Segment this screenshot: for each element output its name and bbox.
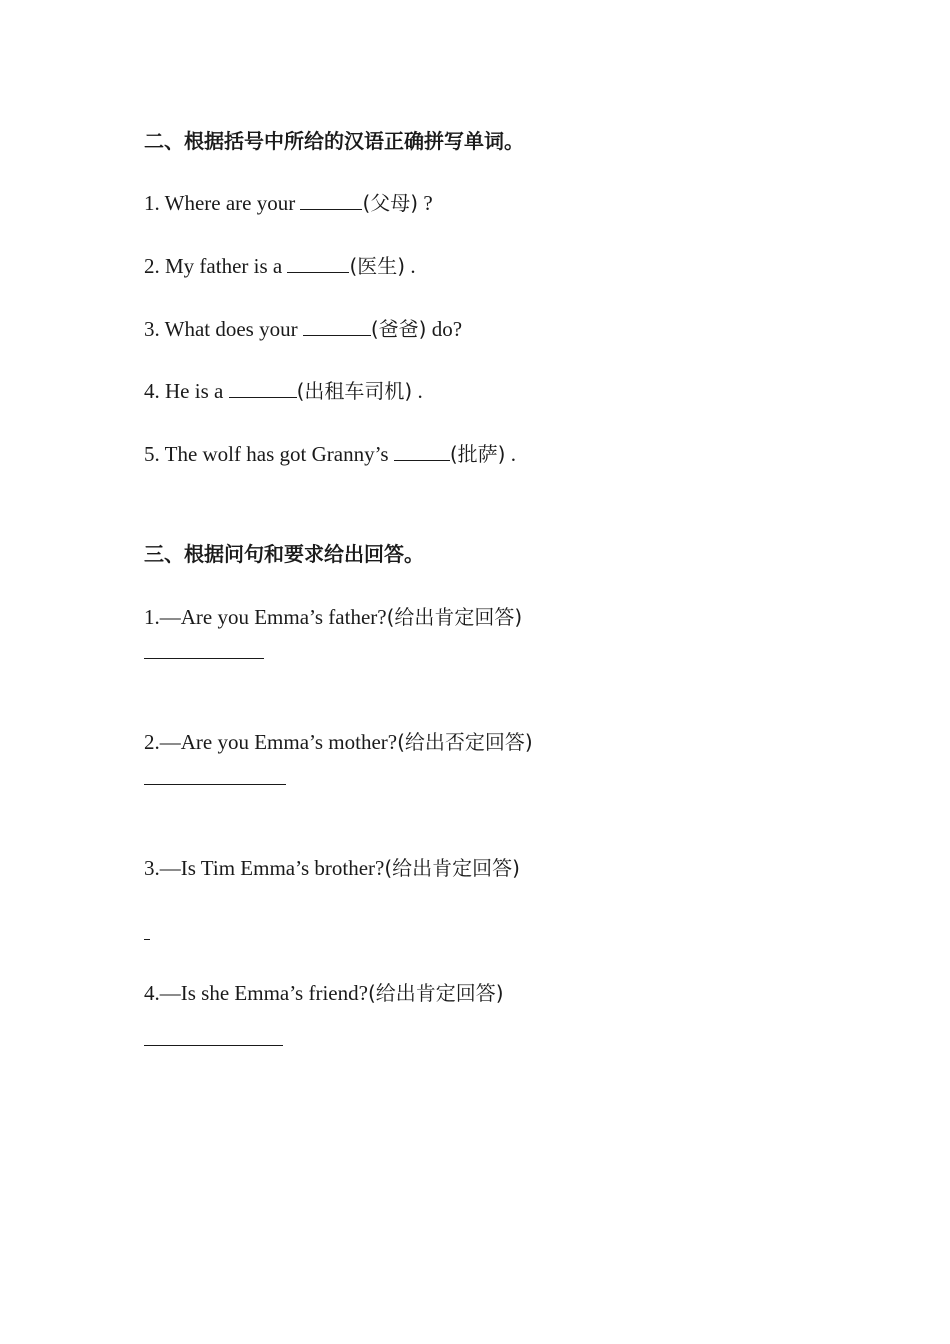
- answer-blank[interactable]: [229, 379, 297, 398]
- answer-line-4[interactable]: [144, 1044, 283, 1046]
- fill-item-3: [144, 315, 462, 343]
- answer-blank[interactable]: [287, 254, 349, 273]
- fill-item-5-hint: (批萨): [449, 442, 506, 466]
- question-2-hint: (给出否定回答): [397, 730, 533, 754]
- question-3-hint: (给出肯定回答): [384, 856, 520, 880]
- fill-item-2-end: .: [405, 254, 416, 278]
- question-4-hint: (给出肯定回答): [367, 981, 504, 1005]
- fill-item-4-text: 4. He is a: [144, 379, 229, 403]
- answer-blank[interactable]: [394, 442, 450, 461]
- fill-item-5: [144, 440, 516, 468]
- fill-item-3-end: do?: [426, 317, 463, 341]
- fill-item-5-text: 5. The wolf has got Granny’s: [144, 442, 394, 466]
- section-2-title: 二、根据括号中所给的汉语正确拼写单词。: [144, 129, 524, 153]
- fill-item-3-hint: (爸爸): [370, 317, 427, 341]
- answer-line-3[interactable]: [144, 939, 150, 940]
- fill-item-3-text: 3. What does your: [144, 317, 303, 341]
- fill-item-4: [144, 377, 423, 405]
- fill-item-1-text: 1. Where are your: [144, 191, 301, 215]
- fill-item-1-end: ?: [418, 191, 433, 215]
- question-item-2: [144, 728, 533, 756]
- question-1-text: 1.—Are you Emma’s father?: [144, 605, 387, 629]
- fill-item-1-hint: (父母): [362, 191, 419, 215]
- question-item-1: [144, 603, 522, 631]
- fill-item-2-text: 2. My father is a: [144, 254, 288, 278]
- fill-item-2: [144, 252, 416, 280]
- answer-line-2[interactable]: [144, 783, 280, 785]
- question-4-text: 4.—Is she Emma’s friend?: [144, 981, 368, 1005]
- question-item-3: [144, 854, 520, 882]
- answer-line-1[interactable]: [144, 657, 258, 659]
- answer-blank[interactable]: [300, 191, 362, 210]
- question-3-text: 3.—Is Tim Emma’s brother?: [144, 856, 385, 880]
- dash-mark: [280, 784, 286, 785]
- dash-mark: [258, 658, 264, 659]
- fill-item-4-hint: (出租车司机): [296, 379, 413, 403]
- fill-item-5-end: .: [505, 442, 516, 466]
- answer-blank[interactable]: [303, 317, 371, 336]
- fill-item-1: [144, 189, 433, 217]
- question-item-4: [144, 979, 504, 1007]
- question-2-text: 2.—Are you Emma’s mother?: [144, 730, 398, 754]
- fill-item-2-hint: (医生): [349, 254, 406, 278]
- section-3-title: 三、根据问句和要求给出回答。: [144, 542, 424, 566]
- fill-item-4-end: .: [412, 379, 423, 403]
- question-1-hint: (给出肯定回答): [386, 605, 523, 629]
